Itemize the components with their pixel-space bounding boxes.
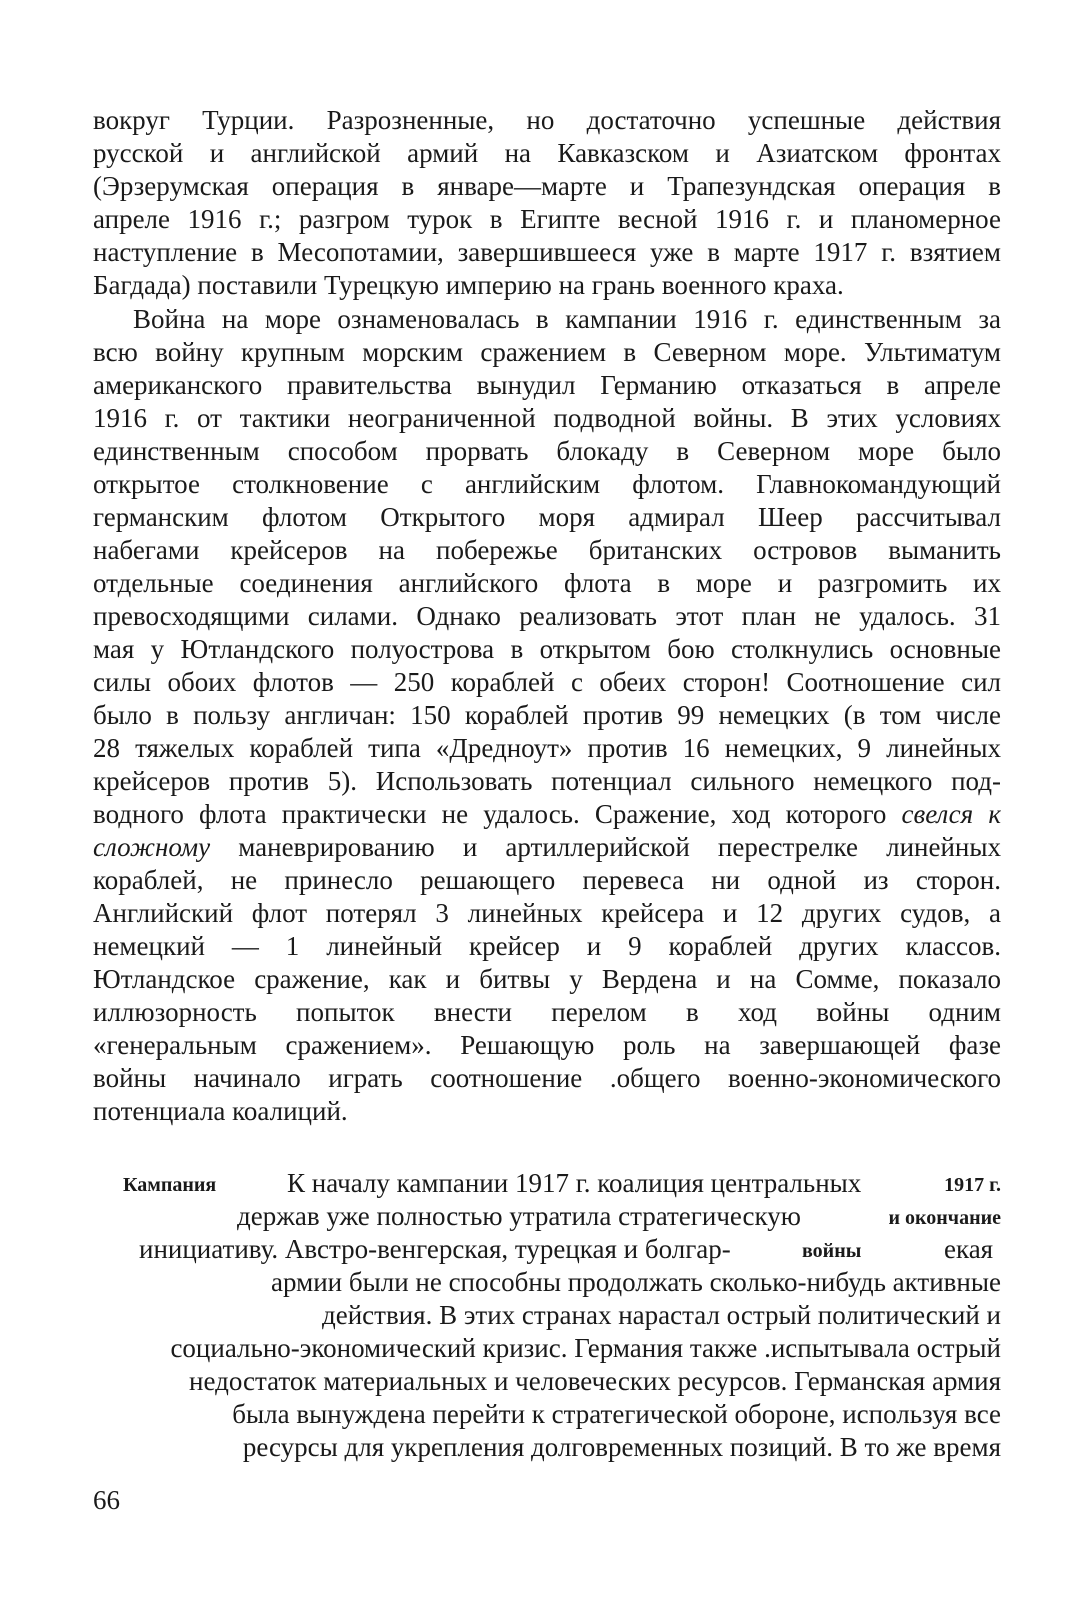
section-side-heading: и окончание: [888, 1207, 1001, 1229]
text-line: крейсеров против 5). Использовать потенциал сильного немецкого под-: [93, 766, 1001, 796]
text-line: екая: [944, 1234, 994, 1264]
text-line: была вынуждена перейти к стратегической обороне, используя все: [232, 1399, 1001, 1429]
text-line: Багдада) поставили Турецкую империю на грань военного краха.: [93, 270, 844, 300]
text-line: превосходящими силами. Однако реализовать этот план не удалось. 31: [93, 601, 1001, 631]
text-line: 1916 г. от тактики неограниченной подводной войны. В этих условиях: [93, 403, 1001, 433]
text-run: водного флота практически не удалось. Сражение, ход которого: [93, 799, 902, 829]
text-line: потенциала коалиций.: [93, 1096, 348, 1126]
text-line: кораблей, не принесло решающего перевеса ни одной из сторон.: [93, 865, 1001, 895]
text-line: набегами крейсеров на побережье британских островов выманить: [93, 535, 1001, 565]
page-number: 66: [93, 1485, 120, 1515]
text-line: единственным способом прорвать блокаду в Северном море было: [93, 436, 1001, 466]
text-line: держав уже полностью утратила стратегическую: [237, 1201, 801, 1231]
text-line: социально-экономический кризис. Германия также .испытывала острый: [170, 1333, 1001, 1363]
text-line-with-italic: [93, 798, 1001, 831]
text-line: ресурсы для укрепления долговременных позиций. В то же время: [242, 1432, 1001, 1462]
text-line: отдельные соединения английского флота в море и разгромить их: [93, 568, 1001, 598]
text-line: силы обоих флотов — 250 кораблей с обеих сторон! Соотношение сил: [93, 667, 1001, 697]
text-line: германским флотом Открытого моря адмирал Шеер рассчитывал: [93, 502, 1001, 532]
text-line: наступление в Месопотамии, завершившееся уже в марте 1917 г. взятием: [93, 237, 1001, 267]
text-line: 28 тяжелых кораблей типа «Дредноут» против 16 немецких, 9 линейных: [93, 733, 1001, 763]
text-line: мая у Ютландского полуострова в открытом бою столкнулись основные: [93, 634, 1001, 664]
italic-text: свелся к: [901, 799, 1001, 829]
text-line: «генеральным сражением». Решающую роль на завершающей фазе: [93, 1030, 1001, 1060]
text-line: Война на море ознаменовалась в кампании 1916 г. единственным за: [133, 304, 1001, 334]
text-line-with-italic: [93, 831, 1001, 864]
text-line: всю войну крупным морским сражением в Северном море. Ультиматум: [93, 337, 1001, 367]
text-line: американского правительства вынудил Германию отказаться в апреле: [93, 370, 1001, 400]
text-line: немецкий — 1 линейный крейсер и 9 кораблей других классов.: [93, 931, 1001, 961]
text-run: маневрированию и артиллерийской перестрелке линейных: [210, 832, 1001, 862]
text-line: было в пользу англичан: 150 кораблей против 99 немецких (в том числе: [93, 700, 1001, 730]
italic-text: сложному: [93, 832, 211, 862]
text-line: недостаток материальных и человеческих ресурсов. Германская армия: [189, 1366, 1001, 1396]
section-side-heading: войны: [802, 1240, 862, 1262]
text-line: Ютландское сражение, как и битвы у Вердена и на Сомме, показало: [93, 964, 1001, 994]
section-side-heading: Кампания: [123, 1174, 217, 1196]
text-line: действия. В этих странах нарастал острый политический и: [322, 1300, 1001, 1330]
section-side-heading: 1917 г.: [944, 1174, 1001, 1196]
text-line: (Эрзерумская операция в январе—марте и Трапезундская операция в: [93, 171, 1001, 201]
text-line: апреле 1916 г.; разгром турок в Египте весной 1916 г. и планомерное: [93, 204, 1001, 234]
text-line: армии были не способны продолжать сколько-нибудь активные: [271, 1267, 1001, 1297]
text-line: иллюзорность попыток внести перелом в ход войны одним: [93, 997, 1001, 1027]
text-line: инициативу. Австро-венгерская, турецкая и болгар-: [139, 1234, 731, 1264]
text-line: К началу кампании 1917 г. коалиция центральных: [287, 1168, 862, 1198]
text-line: русской и английской армий на Кавказском и Азиатском фронтах: [93, 138, 1001, 168]
text-line: открытое столкновение с английским флотом. Главнокомандующий: [93, 469, 1001, 499]
text-line: Английский флот потерял 3 линейных крейсера и 12 других судов, а: [93, 898, 1001, 928]
text-line: войны начинало играть соотношение .общего военно-экономического: [93, 1063, 1001, 1093]
text-line: вокруг Турции. Разрозненные, но достаточно успешные действия: [93, 105, 1001, 135]
